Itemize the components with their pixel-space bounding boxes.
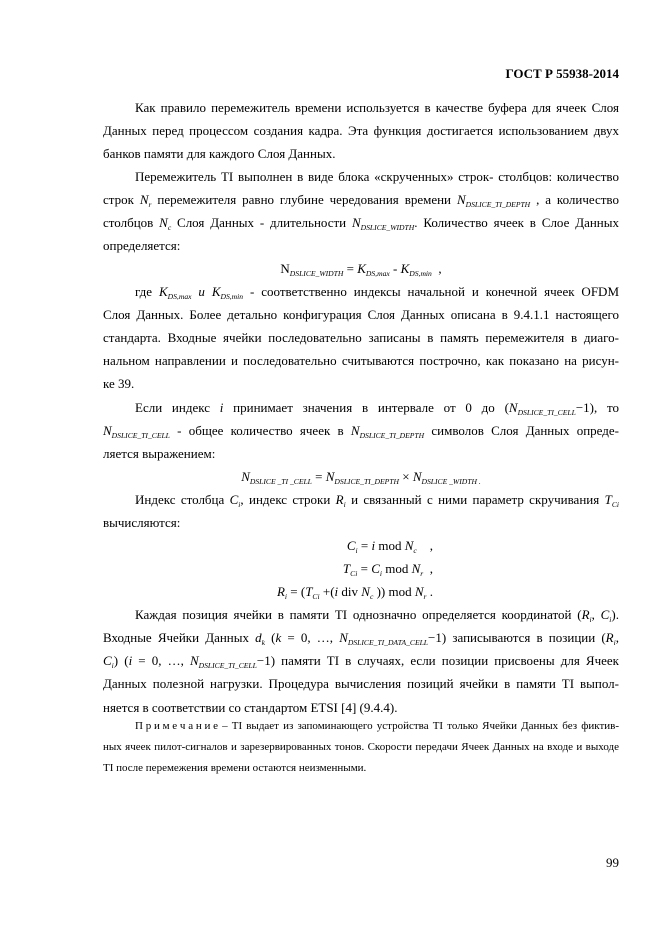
line-content <box>135 492 619 507</box>
subscript-i: i <box>589 615 592 625</box>
subscript-dslice-ti-cell: DSLICE_TI_CELL <box>517 407 576 417</box>
variable-r: R <box>335 491 344 507</box>
subscript-dslice-ti-depth: DSLICE_TI_DEPTH <box>465 199 531 209</box>
variable-n: N <box>411 561 421 577</box>
text-run: , <box>615 630 619 646</box>
text-run: ляется выражением: <box>103 445 216 461</box>
conjunction: и <box>191 284 212 300</box>
operator-equals: = <box>357 537 372 553</box>
paragraph-2-line-4 <box>103 234 619 257</box>
punctuation: . <box>426 584 433 600</box>
text-run: Как правило перемежитель времени используется в качестве буфера для ячеек Слоя <box>135 99 619 115</box>
operator-times: × <box>398 468 413 484</box>
subscript-i: i <box>355 545 358 555</box>
paragraph-3-line-2 <box>103 303 619 326</box>
text-run: Данных перед процессом создания кадра. Эта функция достигается использованием двух <box>103 122 619 138</box>
subscript-k: k <box>261 638 266 648</box>
note-line-3 <box>103 758 619 779</box>
subscript-ds-max: DS,max <box>167 292 192 302</box>
formula-dslice-width <box>103 257 619 280</box>
paragraph-4-line-3 <box>103 442 619 465</box>
line-content <box>135 720 619 732</box>
subscript-i: i <box>343 499 346 509</box>
variable-n: N <box>350 422 360 438</box>
subscript-c: c <box>369 592 374 602</box>
variable-n: N <box>159 214 168 230</box>
text-run: - общее количество ячеек в <box>169 422 351 438</box>
variable-i: i <box>128 653 133 669</box>
subscript-ci: Ci <box>350 569 358 579</box>
subscript-i: i <box>379 569 382 579</box>
variable-t: T <box>342 561 351 577</box>
paragraph-6-line-1 <box>135 603 619 626</box>
text-run: где <box>135 284 159 300</box>
text-run: = 0, …, <box>281 630 340 646</box>
standard-designation-header: ГОСТ Р 55938-2014 <box>505 66 619 81</box>
formula-twist-parameter <box>103 557 619 580</box>
subscript-i: i <box>238 499 241 509</box>
subscript-dslice-width: DSLICE_WIDTH <box>289 269 344 279</box>
subscript-i: i <box>613 638 616 648</box>
variable-k: K <box>400 261 410 277</box>
variable-c: C <box>103 653 112 669</box>
variable-n: N <box>339 630 348 646</box>
variable-n: N <box>361 584 370 600</box>
text-run: ) ( <box>113 653 129 669</box>
paragraph-2-line-3 <box>103 211 619 234</box>
note-block <box>103 716 619 779</box>
subscript-ci: Ci <box>611 499 619 509</box>
text-run: Если индекс <box>135 399 220 415</box>
text-run: TI после перемежения времени остаются неизменными. <box>103 761 367 774</box>
subscript-ds-max: DS,max <box>365 269 390 279</box>
variable-t: T <box>604 491 612 507</box>
paragraph-5-line-2 <box>103 511 619 534</box>
text-run: = 0, …, <box>132 653 190 669</box>
text-run: строк <box>103 191 140 207</box>
subscript-r: r <box>423 592 427 602</box>
subscript-dslice-ti-cell: DSLICE _TI _CELL <box>249 476 312 486</box>
formula-content <box>342 561 433 579</box>
line-content <box>135 400 619 415</box>
text-run: символов Слоя Данных опреде- <box>424 422 619 438</box>
paragraph-2-line-1 <box>135 165 619 188</box>
variable-r: R <box>276 584 285 600</box>
operator-minus: - <box>389 261 401 277</box>
text-run: Данных полезной нагрузки. Процедура вычисления позиций ячейки в памяти TI выпол- <box>103 676 619 692</box>
operator-div: div <box>338 584 362 600</box>
text-run: няется в соответствии со стандартом ETSI [4] (9.4.4). <box>103 699 398 715</box>
paragraph-4-line-2 <box>103 419 619 442</box>
paragraph-6-line-2 <box>103 626 619 649</box>
text-run: перемежителя равно глубине чередования времени <box>151 191 457 207</box>
text-run: Слоя Данных. Более детально конфигурация Слоя Данных описана в 9.4.1.1 настоящего <box>103 307 619 323</box>
subscript-c: c <box>167 222 172 232</box>
operator-equals: = ( <box>287 584 306 600</box>
operator-mod: mod <box>375 537 405 553</box>
paragraph-1-line-1 <box>135 96 619 119</box>
formula-content <box>241 469 481 484</box>
subscript-i: i <box>284 592 288 602</box>
text-run: ( <box>265 630 276 646</box>
text-run: −1) памяти TI в случаях, если позиции присвоены для Ячеек <box>256 653 619 669</box>
subscript-ci: Ci <box>312 592 320 602</box>
variable-c: C <box>371 561 380 577</box>
text-run: вычисляются: <box>103 514 181 530</box>
variable-k: K <box>158 284 168 300</box>
variable-n: N <box>139 191 149 207</box>
line-content <box>103 423 619 438</box>
paragraph-2-line-2 <box>103 188 619 211</box>
operator-mod: mod <box>381 561 412 577</box>
subscript-dslice-ti-cell: DSLICE_TI_CELL <box>198 661 257 671</box>
formula-content <box>276 584 433 602</box>
variable-r: R <box>605 630 614 646</box>
subscript-ds-min: DS,min <box>409 269 432 279</box>
subscript-dslice-ti-depth: DSLICE_TI_DEPTH <box>359 430 425 440</box>
variable-t: T <box>305 584 313 600</box>
line-content <box>103 215 619 230</box>
variable-n: N <box>456 191 466 207</box>
paragraph-6-line-4 <box>103 672 619 695</box>
text-run: принимает значения в интервале от 0 до ( <box>223 399 509 415</box>
paragraph-3-line-4 <box>103 349 619 372</box>
text-run: Перемежитель TI выполнен в виде блока «скрученных» строк- столбцов: количество <box>135 168 619 184</box>
subscript-dslice-ti-cell: DSLICE_TI_CELL <box>111 430 170 440</box>
text-run: ке 39. <box>103 376 135 392</box>
subscript-dslice-ti-data-cell: DSLICE_TI_DATA_CELL <box>347 638 429 648</box>
text-run: и связанный с ними параметр скручивания <box>345 491 605 507</box>
formula-content <box>347 538 433 553</box>
variable-i: i <box>334 584 339 600</box>
variable-n: N <box>103 422 112 438</box>
variable-r: R <box>581 607 590 623</box>
variable-n: N <box>241 468 250 484</box>
operator-equals: = <box>343 261 358 277</box>
document-body <box>103 96 619 719</box>
subscript-i: i <box>111 661 114 671</box>
variable-n: N <box>412 468 422 484</box>
note-line-1 <box>135 716 619 737</box>
paragraph-4-line-1 <box>135 396 619 419</box>
operator-equals: = <box>357 561 372 577</box>
variable-c: C <box>600 607 610 623</box>
subscript-c: c <box>413 545 417 555</box>
subscript-dslice-width: DSLICE _WIDTH . <box>421 476 481 486</box>
variable-n: N <box>351 214 361 230</box>
text-run: Каждая позиция ячейки в памяти TI однозначно определяется координатой ( <box>135 607 582 623</box>
text-run: −1) записываются в позиции ( <box>428 630 606 646</box>
variable-n: N <box>189 653 199 669</box>
subscript-dslice-ti-depth: DSLICE_TI_DEPTH <box>334 476 399 486</box>
variable-k: K <box>211 284 221 300</box>
variable-c: C <box>229 491 239 507</box>
line-content <box>103 192 619 207</box>
note-label: П р и м е ч а н и е <box>135 719 218 732</box>
page-number: 99 <box>606 855 619 870</box>
punctuation: , <box>416 537 433 553</box>
subscript-ds-min: DS,min <box>220 292 244 302</box>
punctuation: , <box>431 261 442 277</box>
paragraph-3-line-3 <box>103 326 619 349</box>
variable-c: C <box>346 537 356 553</box>
text-run: Входные Ячейки Данных <box>103 630 256 646</box>
text-run: ных ячеек пилот-сигналов и зарезервированных тонов. Скорости передачи Ячеек Данных на входе и выходе <box>103 740 619 753</box>
formula-column-index <box>103 534 619 557</box>
text-run: банков памяти для каждого Слоя Данных. <box>103 145 336 161</box>
line-content <box>103 653 619 671</box>
text-run: ). <box>611 607 619 623</box>
variable-d: d <box>255 630 262 646</box>
variable-n: N <box>404 537 414 553</box>
formula-row-index <box>103 580 619 603</box>
variable-i: i <box>219 399 224 415</box>
operator-plus: +( <box>319 584 335 600</box>
subscript-dslice-width: DSLICE_WIDTH <box>360 222 415 232</box>
text-run: −1), то <box>575 399 620 415</box>
paragraph-3-line-5 <box>103 372 619 395</box>
subscript-i: i <box>609 615 612 625</box>
variable-i: i <box>371 537 376 553</box>
operator-mod: )) mod <box>373 584 415 600</box>
variable-n: N <box>508 399 518 415</box>
text-run: определяется: <box>103 237 181 253</box>
paragraph-6-line-3 <box>103 649 619 672</box>
note-line-2 <box>103 737 619 758</box>
punctuation: , <box>423 561 433 577</box>
paragraph-1-line-2 <box>103 119 619 142</box>
formula-dslice-ti-cell <box>103 465 619 488</box>
variable-k: K <box>357 261 366 277</box>
line-content <box>135 284 620 302</box>
text-run: , а количество <box>530 191 619 207</box>
paragraph-3-line-1 <box>135 280 619 303</box>
subscript-r: r <box>420 569 424 579</box>
text-run: стандарта. Входные ячейки последовательно записаны в память перемежителя в диаго- <box>103 330 619 346</box>
formula-content <box>280 261 442 279</box>
operator-equals: = <box>311 468 326 484</box>
text-run: столбцов <box>103 214 160 230</box>
variable-k: k <box>275 630 282 646</box>
text-run: – TI выдает из запоминающего устройства TI только Ячейки Данных без фиктив- <box>218 719 619 732</box>
paragraph-5-line-1 <box>135 488 619 511</box>
variable-n: N <box>280 261 290 277</box>
text-run: Слоя Данных - длительности <box>171 214 352 230</box>
line-content <box>103 630 619 648</box>
variable-n: N <box>414 584 424 600</box>
text-run: - соответственно индексы начальной и конечной ячеек OFDM <box>243 284 620 300</box>
paragraph-1-line-3 <box>103 142 619 165</box>
text-run: нальном направлении и последовательно считываются построчно, как показано на рисун- <box>103 353 619 369</box>
line-content <box>135 607 619 625</box>
text-run: , <box>591 607 601 623</box>
subscript-r: r <box>148 199 152 209</box>
variable-n: N <box>325 468 335 484</box>
text-run: . Количество ячеек в Слое Данных <box>414 214 619 230</box>
text-run: , индекс строки <box>240 491 336 507</box>
text-run: Индекс столбца <box>135 491 230 507</box>
